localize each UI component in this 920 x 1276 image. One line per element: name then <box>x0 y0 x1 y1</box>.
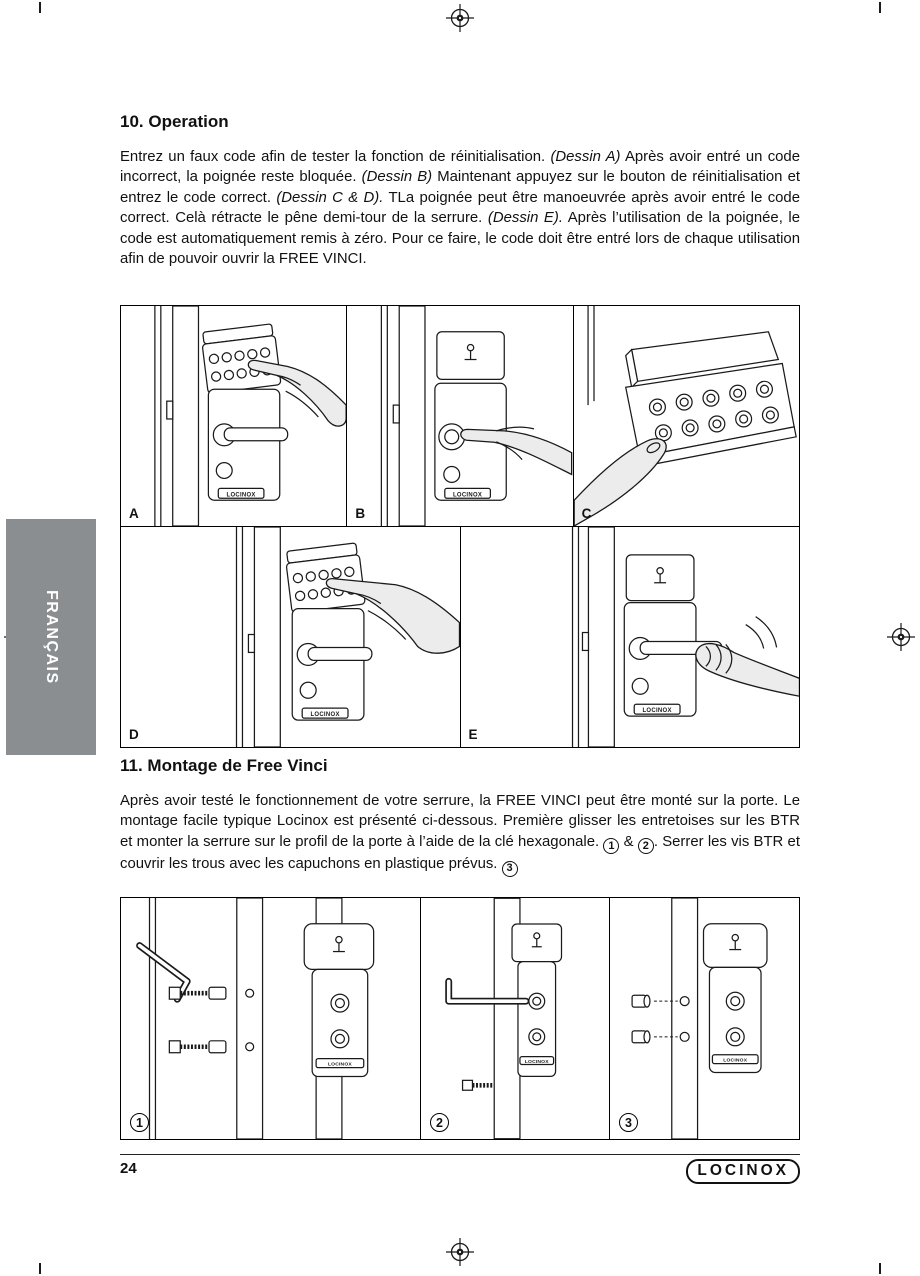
crop-mark <box>879 2 881 13</box>
illustration-mount-step1-icon <box>121 898 420 1139</box>
crop-mark <box>39 2 41 13</box>
panel-label-d: D <box>129 727 139 742</box>
illustration-operate-handle-icon <box>461 527 800 747</box>
plastic-cap-icon <box>632 1031 678 1043</box>
spacer-sleeve <box>209 1041 226 1053</box>
figure-panel-d <box>121 527 460 747</box>
registration-mark-icon <box>445 1237 475 1267</box>
crop-mark <box>39 1263 41 1274</box>
keypad-icon <box>201 324 281 394</box>
footer-rule <box>120 1154 800 1155</box>
lock-brand-label: LOCINOX <box>327 1062 352 1068</box>
spacer-sleeve <box>209 987 226 999</box>
gate-post <box>672 898 698 1139</box>
dessin-e-reference: (Dessin E). <box>487 210 563 227</box>
illustration-enter-correct-code-icon <box>121 527 460 747</box>
registration-mark-icon <box>886 622 916 652</box>
panel-label-step1: 1 <box>130 1113 149 1132</box>
figure-panel-b <box>346 306 572 526</box>
panel-label-b: B <box>355 506 366 521</box>
figure-panel-step3 <box>609 898 799 1139</box>
language-tab-francais <box>6 519 96 755</box>
panel-label-step2: 2 <box>430 1113 449 1132</box>
paragraph-text: Maintenant appuyez sur le bouton de réinitialisation et entrez le code correct. <box>120 169 800 206</box>
lock-brand-label: LOCINOX <box>226 492 256 499</box>
paragraph-text: . Serrer les vis BTR et couvrir les trous avec les capuchons en plastique prévus. <box>120 833 800 873</box>
section-11-heading: 11. Montage de Free Vinci <box>120 756 328 775</box>
lock-brand-label: LOCINOX <box>723 1058 748 1064</box>
btr-screw-icon <box>169 987 226 999</box>
gate-post <box>588 527 614 747</box>
lock-brand-label: LOCINOX <box>641 708 672 715</box>
lock-body <box>624 603 696 716</box>
paragraph-text: TLa poignée peut être manoeuvrée après avoir entré le code correct. Celà rétracte le pêne demi-tour de la serrure. <box>120 189 800 227</box>
figure-panel-a <box>121 306 346 526</box>
gate-post <box>237 898 263 1139</box>
keypad-icon <box>285 543 366 613</box>
btr-screw-icon <box>463 1080 493 1090</box>
illustration-keypad-closeup-icon <box>574 306 799 526</box>
illustration-mount-step3-icon <box>610 898 799 1139</box>
section-10-paragraph <box>120 147 800 269</box>
handle-lever <box>308 647 372 660</box>
step-3-marker: 3 <box>502 861 518 877</box>
mounting-figure <box>120 897 800 1140</box>
section-11-paragraph <box>120 791 800 877</box>
motion-arc <box>745 625 763 649</box>
lock-brand-label: LOCINOX <box>310 712 340 719</box>
panel-label-step3: 3 <box>619 1113 638 1132</box>
dessin-a-reference: (Dessin A) <box>550 149 621 165</box>
paragraph-text: Après l’utilisation de la poignée, le code est automatiquement remis à zéro. Pour ce faire, le code doit être entré lors de chaque utilisation afin de pouvoir ouvrir la FREE VINCI. <box>120 210 800 268</box>
btr-screw-icon <box>169 1041 226 1053</box>
registration-mark-icon <box>445 3 475 33</box>
figure-panel-c <box>573 306 799 526</box>
gate-post <box>173 306 199 526</box>
hand-on-handle-icon <box>695 644 799 697</box>
paragraph-text: Après avoir testé le fonctionnement de votre serrure, la FREE VINCI peut être monté sur la porte. Le montage facile typique Locinox est présenté ci-dessous. Première glisser les entretoises sur les BTR et monter la serrure sur le profil de la porte à l’aide de la clé hexagonale. <box>120 793 800 850</box>
locinox-logo <box>686 1159 800 1184</box>
operation-figure <box>120 305 800 748</box>
figure-panel-e <box>460 527 800 747</box>
dessin-cd-reference: (Dessin C & D). <box>276 189 384 206</box>
locinox-logo-text: LOCINOX <box>697 1162 789 1179</box>
gate-post <box>254 527 280 747</box>
dessin-b-reference: (Dessin B) <box>361 169 433 186</box>
panel-label-e: E <box>468 727 478 742</box>
panel-label-a: A <box>129 506 139 521</box>
step-2-marker: 2 <box>638 838 654 854</box>
figure-panel-step2 <box>420 898 609 1139</box>
figure-row <box>121 306 799 527</box>
panel-label-c: C <box>581 506 592 521</box>
lock-brand-label: LOCINOX <box>524 1060 549 1066</box>
section-10-heading: 10. Operation <box>120 112 229 131</box>
motion-arc <box>755 617 776 648</box>
plastic-cap-icon <box>632 995 678 1007</box>
page-number: 24 <box>120 1160 137 1177</box>
paragraph-text: Entrez un faux code afin de tester la fonction de réinitialisation. <box>120 149 551 165</box>
step-1-marker: 1 <box>603 838 619 854</box>
figure-row <box>121 527 799 747</box>
handle-lever <box>224 428 287 441</box>
gate-post <box>400 306 426 526</box>
paragraph-text: & <box>619 833 638 850</box>
illustration-enter-code-icon <box>121 306 346 526</box>
illustration-press-reset-icon <box>347 306 572 526</box>
paragraph-text: Après avoir entré un code incorrect, la poignée reste bloquée. <box>120 149 800 186</box>
lock-brand-label: LOCINOX <box>453 492 483 499</box>
illustration-mount-step2-icon <box>421 898 609 1139</box>
crop-mark <box>879 1263 881 1274</box>
language-tab-label: FRANÇAIS <box>43 589 60 685</box>
figure-panel-step1 <box>121 898 420 1139</box>
